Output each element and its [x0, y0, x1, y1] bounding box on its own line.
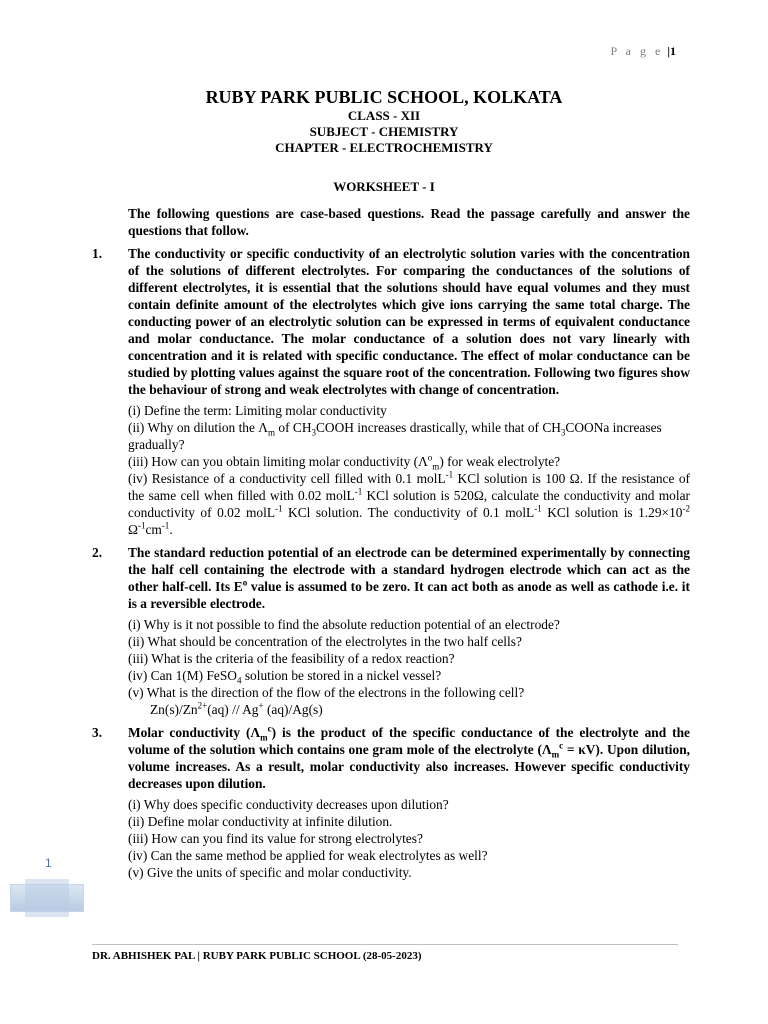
sub-question: (iv) Can the same method be applied for weak electrolytes as well? — [128, 848, 488, 863]
document-header — [0, 86, 768, 156]
sub-question: (iv) Resistance of a conductivity cell filled with 0.1 molL$^{-1}$ KCl solution is 100 Ω. If the resistance of the same cell when filled with 0.02 molL$^{-1}$ KCl solution is 520Ω, calculate the conductivity and molar conductivity of 0.02 molL$^{-1}$ KCl solution. The conductivity of 0.1 molL$^{-1}$ KCl solution is $1.29\times 10^{-2}$ $\Omega^{-1}cm^{-1}$. — [128, 469, 690, 537]
page-label: P a g e — [610, 44, 664, 58]
sub-question: (iii) How can you obtain limiting molar conductivity $(\Lambda^o_m)$ for weak electrolyte? — [128, 452, 561, 472]
question-2 — [92, 544, 690, 718]
page-separator: | — [667, 44, 670, 58]
footer-text: DR. ABHISHEK PAL | RUBY PARK PUBLIC SCHOOL (28-05-2023) — [92, 950, 422, 962]
sub-question: (iv) Can 1(M) FeSO$_4$ solution be stored in a nickel vessel? — [128, 668, 442, 686]
sub-question: (iii) How can you find its value for strong electrolytes? — [128, 831, 423, 846]
sub-question: (ii) What should be concentration of the electrolytes in the two half cells? — [128, 634, 522, 649]
school-name: RUBY PARK PUBLIC SCHOOL, KOLKATA — [205, 87, 563, 107]
question-number: 2. — [92, 545, 103, 560]
intro-text: The following questions are case-based questions. Read the passage carefully and answer the questions that follow. — [128, 206, 690, 238]
class-label: CLASS - XII — [347, 108, 421, 123]
question-passage: Molar conductivity $(\Lambda_m^c)$ is the product of the specific conductance of the electrolyte and the volume of the solution which contains one gram mole of the electrolyte $(\Lambda_m^c = \kappa V)$. Upon dilution, volume increases. As a result, molar conductivity also increases. However specific conductivity decreases upon dilution. — [128, 723, 691, 791]
page-thumbnail-decoration — [10, 884, 84, 912]
footer-divider — [92, 944, 678, 945]
question-passage: The conductivity or specific conductivity of an electrolytic solution varies with the concentration of the solutions of different electrolytes. For comparing the conductances of the solutions of different electrolytes, it is essential that the solutions should have equal volumes and they must contain definite amount of the electrolytes which give ions carrying the same total charge. The conducting power of an electrolytic solution can be expressed in terms of equivalent conductance and molar conductance. The molar conductance of a solution does not vary linearly with concentration and it is related with specific conductance. The effect of molar conductance can be studied by plotting values against the square root of the concentration. Following two figures show the behaviour of strong and weak electrolytes with change of concentration. — [128, 246, 690, 397]
sub-question: (i) Why does specific conductivity decreases upon dilution? — [128, 797, 449, 812]
question-1 — [92, 245, 690, 538]
sub-question: (iii) What is the criteria of the feasibility of a redox reaction? — [128, 651, 455, 666]
chapter-label: CHAPTER - ELECTROCHEMISTRY — [275, 140, 493, 155]
cell-notation: $Zn(s)/Zn^{2+}(aq) // Ag^+$ (aq)/Ag(s) — [150, 700, 323, 717]
subject-label: SUBJECT - CHEMISTRY — [309, 124, 459, 139]
page-number — [610, 44, 676, 59]
sub-question: (i) Define the term: Limiting molar conductivity — [128, 403, 387, 418]
worksheet-title: WORKSHEET - I — [333, 179, 435, 194]
sub-question: (ii) Define molar conductivity at infinite dilution. — [128, 814, 393, 829]
question-passage: The standard reduction potential of an electrode can be determined experimentally by connecting the half cell containing the electrode with a standard hydrogen electrode which can act as the other half-cell. Its $E^o$ value is assumed to be zero. It can act both as anode as well as cathode i.e. it is a reversible electrode. — [128, 545, 690, 611]
question-number: 3. — [92, 725, 103, 740]
sub-question: (i) Why is it not possible to find the absolute reduction potential of an electrode? — [128, 617, 560, 632]
sub-question: (v) What is the direction of the flow of the electrons in the following cell? — [128, 685, 525, 700]
side-page-number: 1 — [45, 856, 52, 870]
sub-question: (ii) Why on dilution the $\Lambda_m$ of $CH_3COOH$ increases drastically, while that of $CH_3COONa$ increases gradually? — [128, 420, 662, 452]
worksheet-content — [92, 205, 690, 887]
page-number-value: 1 — [670, 44, 676, 58]
question-3 — [92, 724, 690, 881]
sub-question: (v) Give the units of specific and molar conductivity. — [128, 865, 412, 880]
question-number: 1. — [92, 246, 103, 261]
